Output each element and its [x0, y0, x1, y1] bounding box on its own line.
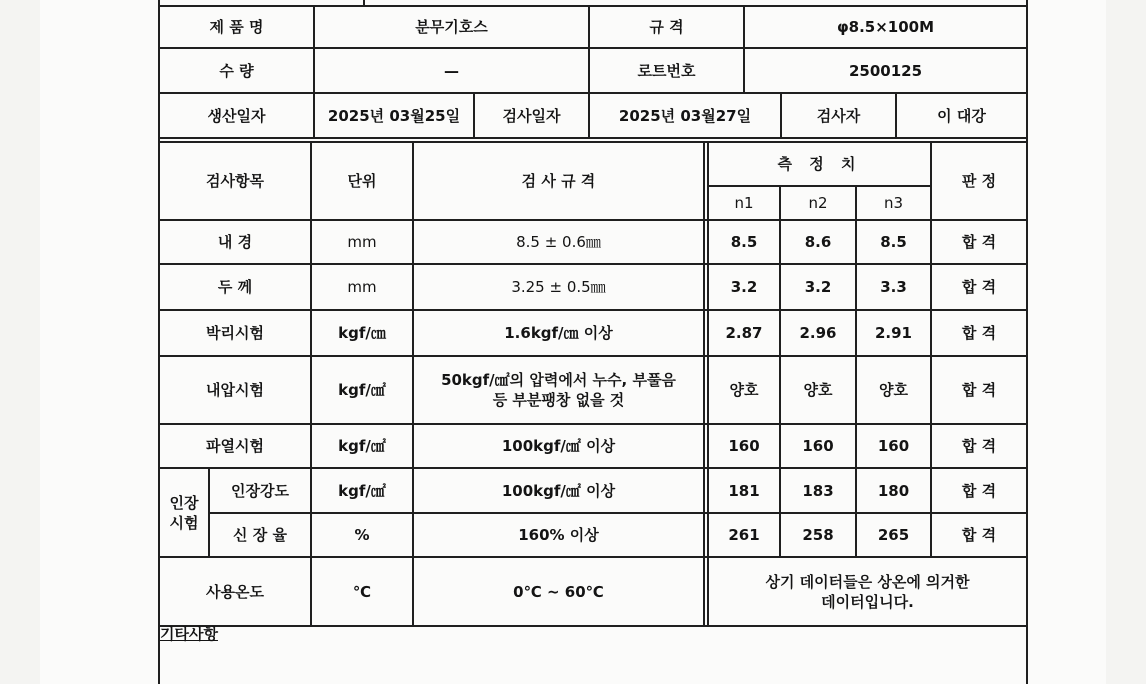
row-item: 두 께	[217, 278, 253, 296]
temperature-unit: ℃	[352, 582, 372, 601]
temperature-standard: 0℃ ~ 60℃	[513, 582, 604, 601]
row-n3: 160	[877, 437, 910, 455]
row-item: 내 경	[217, 233, 253, 251]
production-date-label: 생산일자	[207, 106, 266, 125]
row-unit: mm	[347, 278, 377, 296]
temperature-note: 상기 데이터들은 상온에 의거한 데이터입니다.	[765, 572, 970, 611]
other-notes-label: 기타사항	[160, 625, 218, 643]
spec-value: φ8.5×100M	[836, 18, 935, 36]
row-item: 파열시험	[206, 437, 264, 455]
row-n2: 3.2	[804, 278, 832, 296]
row-standard: 160% 이상	[518, 526, 599, 544]
row-unit: kgf/㎠	[338, 437, 386, 455]
grid-line	[158, 625, 1028, 627]
column-header-judgment: 판 정	[961, 172, 997, 190]
column-header-n1: n1	[734, 194, 754, 212]
row-n3: 8.5	[880, 233, 907, 251]
quantity-value: —	[444, 61, 459, 80]
row-item: 내압시험	[206, 381, 264, 399]
row-judgment: 합 격	[961, 233, 997, 251]
row-judgment: 합 격	[961, 324, 997, 342]
inspection-date-label: 검사일자	[502, 106, 561, 125]
lot-number-value: 2500125	[848, 61, 923, 80]
row-n2: 258	[802, 526, 834, 544]
row-unit: kgf/㎝	[338, 324, 386, 342]
row-unit: kgf/㎠	[338, 481, 386, 500]
row-n1: 261	[728, 526, 760, 544]
grid-line	[703, 141, 705, 626]
row-n3: 180	[877, 481, 910, 500]
inspector-label: 검사자	[816, 106, 861, 125]
row-judgment: 합 격	[961, 437, 997, 455]
row-n1: 8.5	[730, 233, 758, 251]
spec-label: 규 격	[649, 18, 684, 36]
column-header-item: 검사항목	[206, 172, 264, 190]
row-standard: 100kgf/㎠ 이상	[501, 481, 616, 500]
row-item: 신 장 율	[233, 526, 287, 544]
row-n2: 2.96	[799, 324, 837, 342]
row-unit: kgf/㎠	[338, 381, 386, 399]
row-n2: 160	[802, 437, 834, 455]
lot-number-label: 로트번호	[637, 61, 696, 80]
row-judgment: 합 격	[961, 381, 997, 399]
grid-line	[158, 137, 1028, 139]
row-n1: 160	[728, 437, 760, 455]
row-n1: 양호	[729, 381, 759, 399]
row-n3: 265	[877, 526, 910, 544]
row-n2: 183	[802, 481, 834, 500]
product-name-value: 분무기호스	[415, 18, 488, 36]
row-standard: 3.25 ± 0.5㎜	[511, 278, 606, 296]
row-judgment: 합 격	[961, 526, 997, 544]
row-n2: 양호	[803, 381, 833, 399]
inspector-value: 이 대강	[937, 106, 986, 125]
tensile-test-group-label: 인장 시험	[169, 493, 199, 532]
quantity-label: 수 량	[219, 61, 254, 80]
row-n1: 2.87	[725, 324, 763, 342]
column-header-unit: 단위	[347, 172, 377, 190]
temperature-item: 사용온도	[206, 582, 264, 601]
row-item: 박리시험	[206, 324, 264, 342]
row-n3: 2.91	[874, 324, 912, 342]
row-n1: 3.2	[730, 278, 758, 296]
inspection-date-value: 2025년 03월27일	[618, 106, 752, 125]
row-n3: 양호	[879, 381, 908, 399]
grid-line	[363, 0, 365, 6]
row-judgment: 합 격	[961, 481, 997, 500]
row-unit: mm	[347, 233, 377, 251]
inspection-report-sheet	[40, 0, 1106, 684]
row-standard: 50kgf/㎠의 압력에서 누수, 부풀음 등 부분팽창 없을 것	[441, 371, 676, 409]
row-n2: 8.6	[804, 233, 832, 251]
production-date-value: 2025년 03월25일	[327, 106, 461, 125]
row-standard: 100kgf/㎠ 이상	[501, 437, 616, 455]
row-item: 인장강도	[231, 481, 289, 500]
row-unit: %	[354, 526, 370, 544]
product-name-label: 제 품 명	[209, 18, 264, 36]
column-header-n2: n2	[808, 194, 828, 212]
row-n3: 3.3	[880, 278, 907, 296]
row-standard: 1.6kgf/㎝ 이상	[504, 324, 613, 342]
column-header-n3: n3	[883, 194, 904, 212]
grid-line	[1026, 0, 1028, 684]
row-n1: 181	[728, 481, 760, 500]
column-header-standard: 검 사 규 격	[521, 172, 596, 190]
row-judgment: 합 격	[961, 278, 997, 296]
row-standard: 8.5 ± 0.6㎜	[516, 233, 601, 251]
column-header-measurement: 측 정 치	[777, 155, 862, 173]
